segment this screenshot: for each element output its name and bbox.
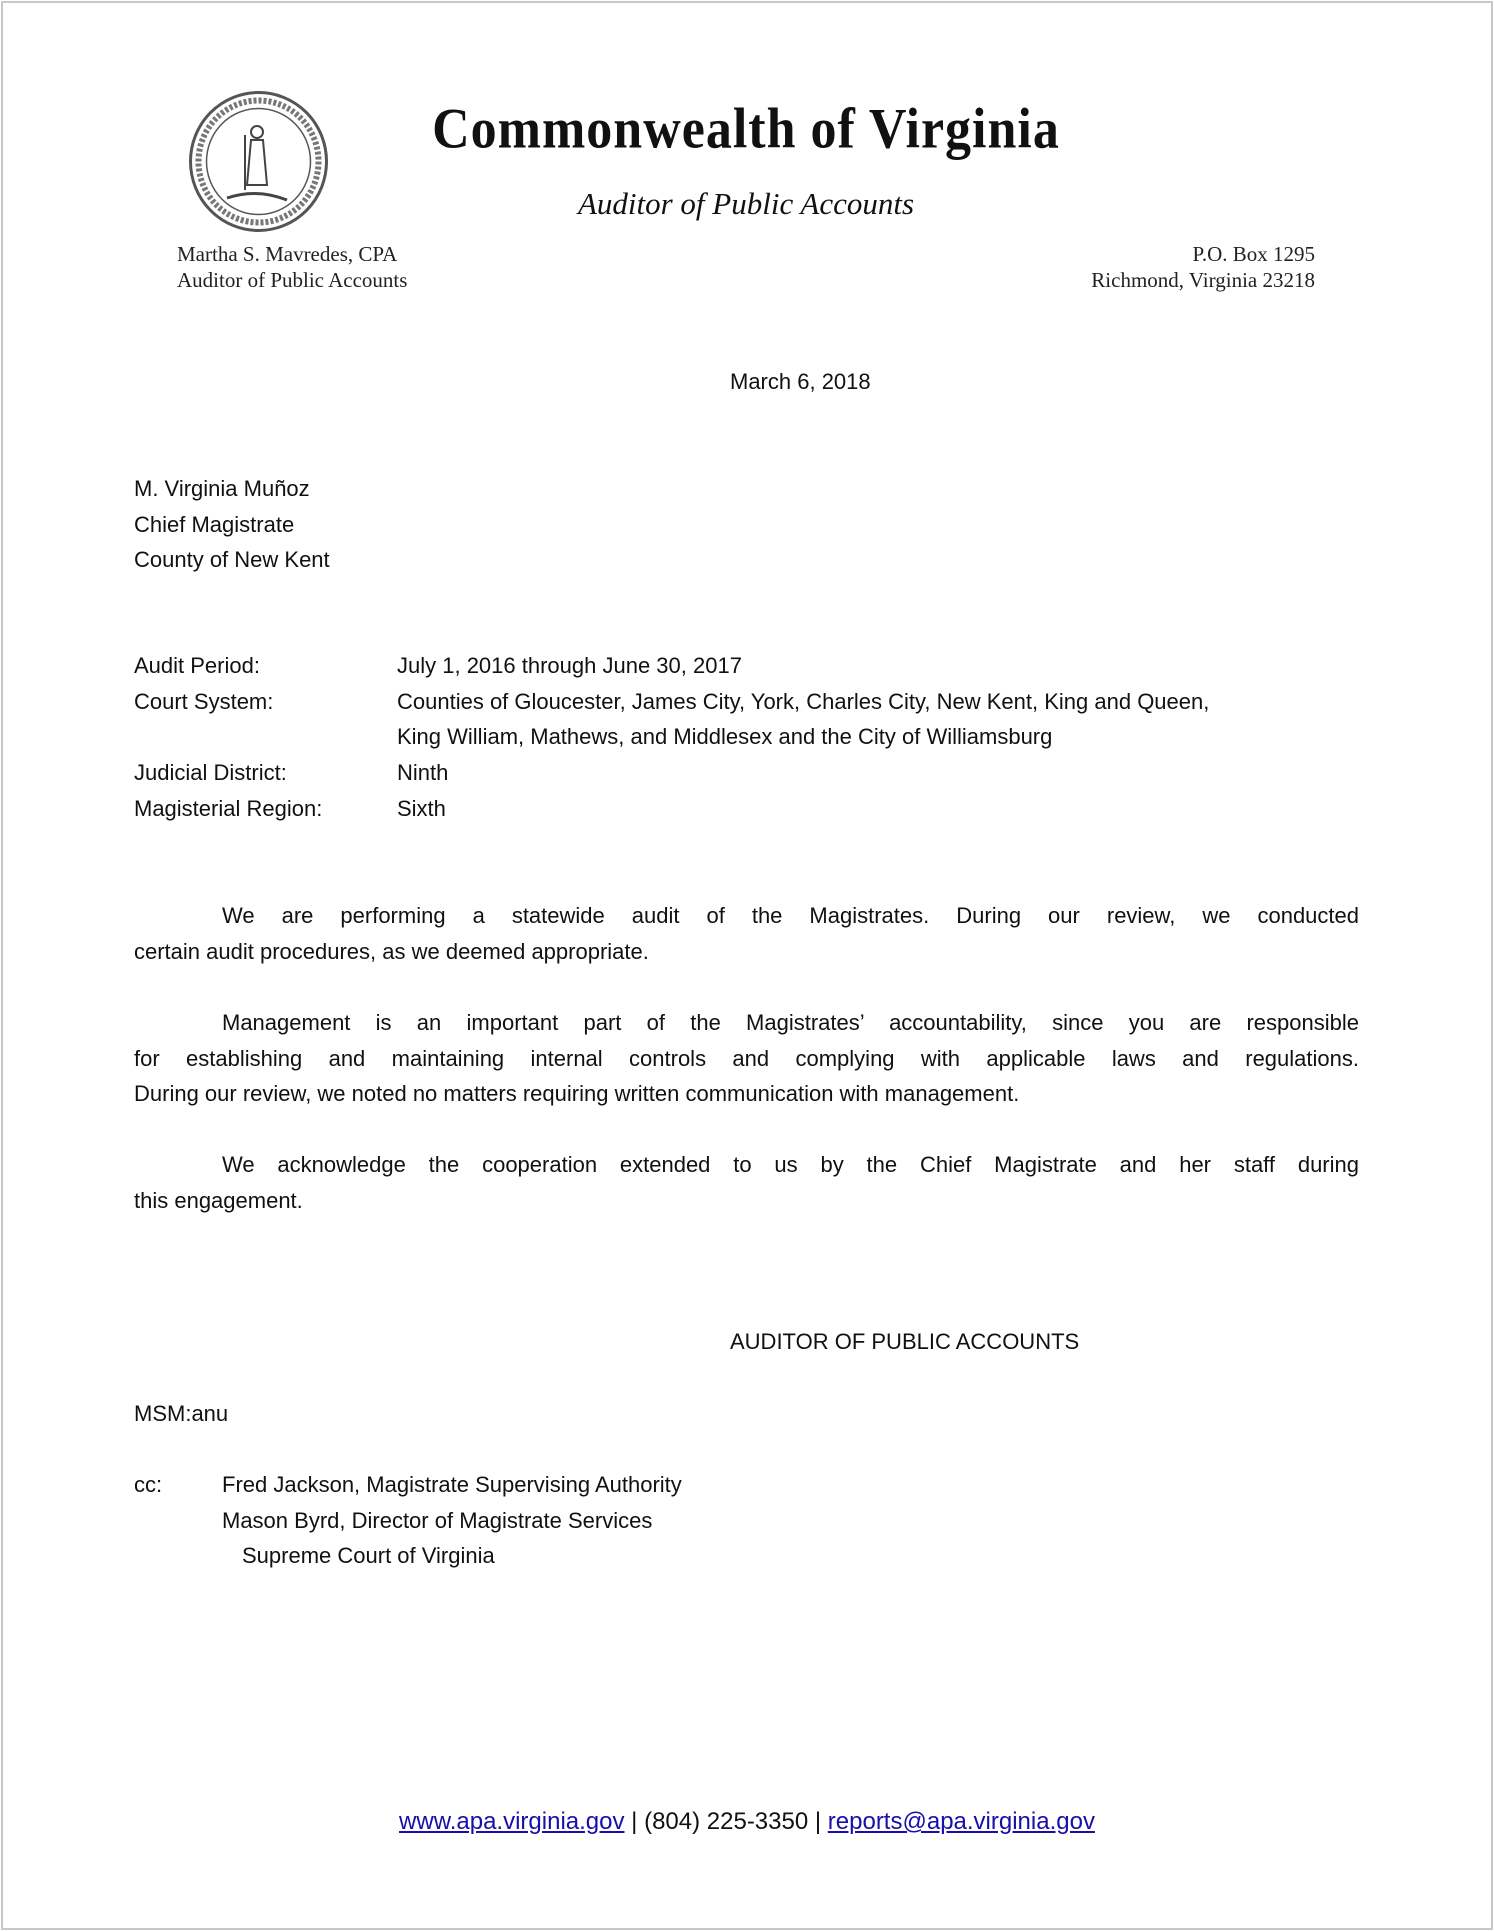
auditor-name-block (177, 241, 407, 293)
paragraph-line: Management is an important part of the Magistrates’ accountability, since you are responsible (222, 1010, 1359, 1035)
detail-label (134, 719, 397, 755)
footer-separator: | (814, 1808, 822, 1835)
signature-line: AUDITOR OF PUBLIC ACCOUNTS (730, 1329, 1080, 1354)
footer-separator: | (631, 1808, 638, 1835)
letter-date: March 6, 2018 (730, 369, 871, 394)
phone-number: (804) 225-3350 (644, 1808, 809, 1835)
paragraph-3 (134, 1147, 1359, 1218)
cc-recipient-org: Supreme Court of Virginia (242, 1543, 495, 1569)
paragraph-line: for establishing and maintaining internal controls and complying with applicable laws and regulations. (134, 1045, 1359, 1071)
recipient-block (134, 471, 330, 578)
detail-label: Court System: (134, 688, 274, 714)
recipient-name: M. Virginia Muñoz (134, 476, 310, 501)
letterhead-subtitle: Auditor of Public Accounts (577, 186, 915, 221)
letterhead-title: Commonwealth of Virginia (432, 98, 1060, 161)
audit-details (134, 648, 1359, 826)
recipient-title: Chief Magistrate (134, 511, 295, 537)
website-link[interactable]: www.apa.virginia.gov (399, 1808, 625, 1835)
paragraph-line: During our review, we noted no matters requiring written communication with management. (134, 1081, 1020, 1107)
detail-row-magisterial-region (134, 791, 1359, 827)
city-state-zip: Richmond, Virginia 23218 (1091, 268, 1315, 292)
paragraph-line: We are performing a statewide audit of the Magistrates. During our review, we conducted (222, 903, 1359, 928)
auditor-title: Auditor of Public Accounts (177, 268, 408, 292)
detail-value: July 1, 2016 through June 30, 2017 (397, 653, 742, 678)
detail-row-judicial-district (134, 755, 1359, 791)
detail-value: Ninth (397, 760, 449, 786)
detail-label: Audit Period: (134, 653, 260, 678)
detail-row-court-system (134, 684, 1359, 720)
cc-label: cc: (134, 1472, 163, 1497)
recipient-county: County of New Kent (134, 547, 330, 573)
paragraph-line: certain audit procedures, as we deemed appropriate. (134, 938, 649, 964)
detail-row-court-system-cont (134, 719, 1359, 755)
email-link[interactable]: reports@apa.virginia.gov (827, 1808, 1095, 1835)
initials: MSM:anu (134, 1401, 229, 1426)
address-block (1091, 241, 1315, 293)
paragraph-2 (134, 1005, 1359, 1112)
cc-list (222, 1467, 682, 1574)
virginia-seal-logo (187, 90, 330, 233)
detail-value: Sixth (397, 795, 446, 821)
detail-label: Magisterial Region: (134, 795, 323, 821)
po-box: P.O. Box 1295 (1192, 242, 1315, 266)
paragraph-line: this engagement. (134, 1187, 303, 1213)
cc-recipient: Mason Byrd, Director of Magistrate Services (222, 1507, 653, 1533)
detail-value: Counties of Gloucester, James City, York, Charles City, New Kent, King and Queen, (397, 688, 1210, 714)
detail-label: Judicial District: (134, 760, 287, 786)
cc-recipient: Fred Jackson, Magistrate Supervising Authority (222, 1472, 682, 1497)
detail-row-audit-period (134, 648, 1359, 684)
detail-value: King William, Mathews, and Middlesex and the City of Williamsburg (397, 724, 1053, 750)
paragraph-line: We acknowledge the cooperation extended to us by the Chief Magistrate and her staff during (222, 1152, 1359, 1177)
footer (0, 1808, 1494, 1836)
auditor-name: Martha S. Mavredes, CPA (177, 242, 398, 266)
paragraph-1 (134, 898, 1359, 969)
